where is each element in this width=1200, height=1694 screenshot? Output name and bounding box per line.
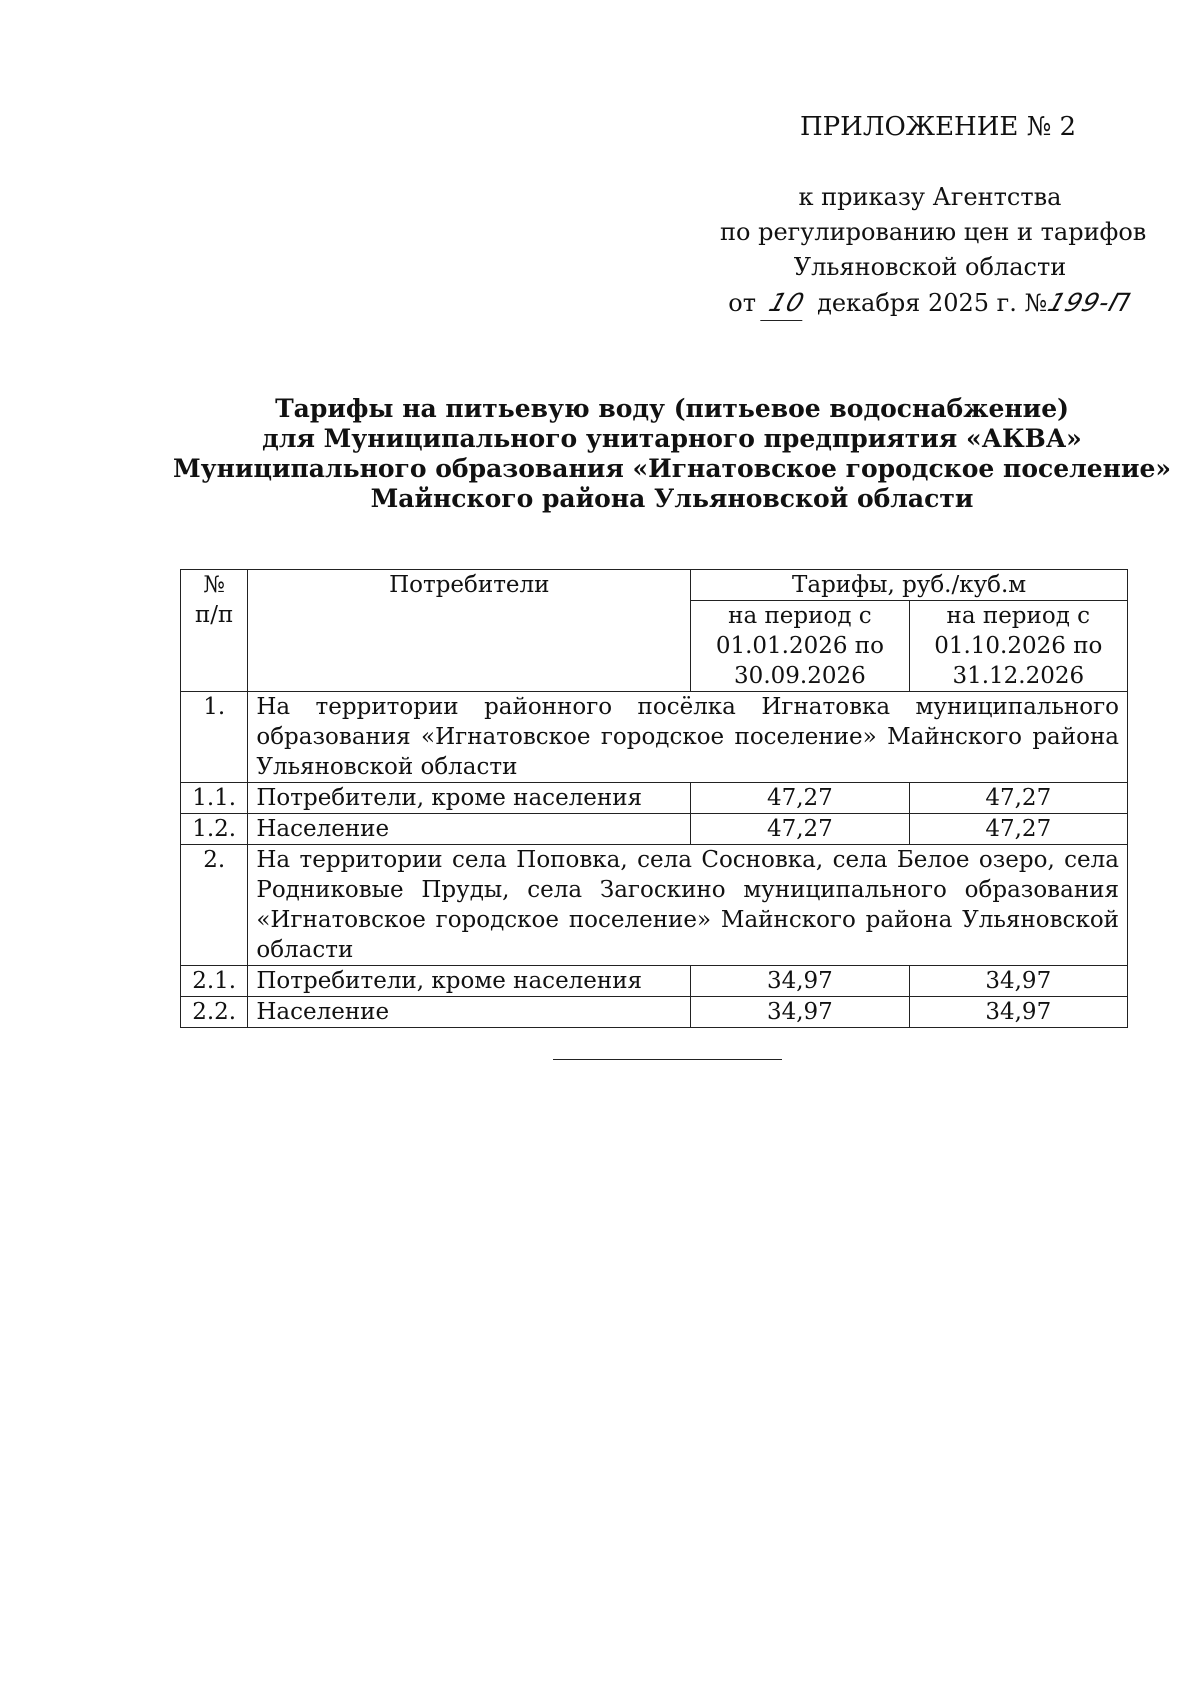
table-row — [181, 966, 1128, 997]
appendix-date-line — [720, 285, 1140, 321]
header-period-1: на период с 01.01.2026 по 30.09.2026 — [691, 601, 909, 692]
end-divider — [553, 1059, 782, 1060]
appendix-ref-line-2: по регулированию цен и тарифов — [720, 218, 1147, 246]
appendix-reference — [720, 180, 1147, 321]
row-consumer: Население — [248, 814, 691, 845]
row-consumer: Потребители, кроме населения — [248, 966, 691, 997]
table-row — [181, 783, 1128, 814]
table-row — [181, 814, 1128, 845]
table-header-row — [181, 570, 1128, 601]
row-num: 2.2. — [181, 997, 248, 1028]
row-num: 2.1. — [181, 966, 248, 997]
heading-line-1: Тарифы на питьевую воду (питьевое водоснабжение) — [275, 394, 1069, 423]
tariff-table — [180, 569, 1128, 1028]
row-tariff-period-2: 47,27 — [909, 814, 1127, 845]
section-row — [181, 845, 1128, 966]
row-consumer: Население — [248, 997, 691, 1028]
row-num: 1.1. — [181, 783, 248, 814]
row-tariff-period-1: 34,97 — [691, 997, 909, 1028]
heading-line-3: Муниципального образования «Игнатовское городское поселение» — [172, 454, 1172, 483]
row-tariff-period-1: 47,27 — [691, 814, 909, 845]
appendix-title: ПРИЛОЖЕНИЕ № 2 — [800, 112, 1077, 142]
row-consumer: Потребители, кроме населения — [248, 783, 691, 814]
header-consumers: Потребители — [248, 570, 691, 692]
appendix-ref-line-1: к приказу Агентства — [798, 183, 1062, 211]
row-tariff-period-1: 47,27 — [691, 783, 909, 814]
handwritten-day: 10 — [760, 285, 814, 321]
section-num: 2. — [181, 845, 248, 966]
row-tariff-period-2: 34,97 — [909, 966, 1127, 997]
row-num: 1.2. — [181, 814, 248, 845]
document-heading — [160, 394, 1184, 514]
appendix-ref-line-3: Ульяновской области — [793, 253, 1067, 281]
section-num: 1. — [181, 692, 248, 783]
header-tariffs: Тарифы, руб./куб.м — [691, 570, 1128, 601]
heading-line-2: для Муниципального унитарного предприятия «АКВА» — [262, 424, 1082, 453]
table-row — [181, 997, 1128, 1028]
header-period-2: на период с 01.10.2026 по 31.12.2026 — [909, 601, 1127, 692]
date-month-year: декабря 2025 г. № — [817, 289, 1048, 317]
row-tariff-period-2: 47,27 — [909, 783, 1127, 814]
header-num: № п/п — [181, 570, 248, 692]
heading-line-4: Майнского района Ульяновской области — [370, 484, 974, 513]
section-title: На территории села Поповка, села Сосновка, села Белое озеро, села Родниковые Пруды, села Загоскино муниципального образования «Игнатовское городское поселение» Майнского района Ульяновской области — [248, 845, 1128, 966]
row-tariff-period-2: 34,97 — [909, 997, 1127, 1028]
section-row — [181, 692, 1128, 783]
date-prefix: от — [728, 289, 756, 317]
row-tariff-period-1: 34,97 — [691, 966, 909, 997]
handwritten-order-number: 199-П — [1044, 288, 1135, 317]
section-title: На территории районного посёлка Игнатовка муниципального образования «Игнатовское городское поселение» Майнского района Ульяновской области — [248, 692, 1128, 783]
